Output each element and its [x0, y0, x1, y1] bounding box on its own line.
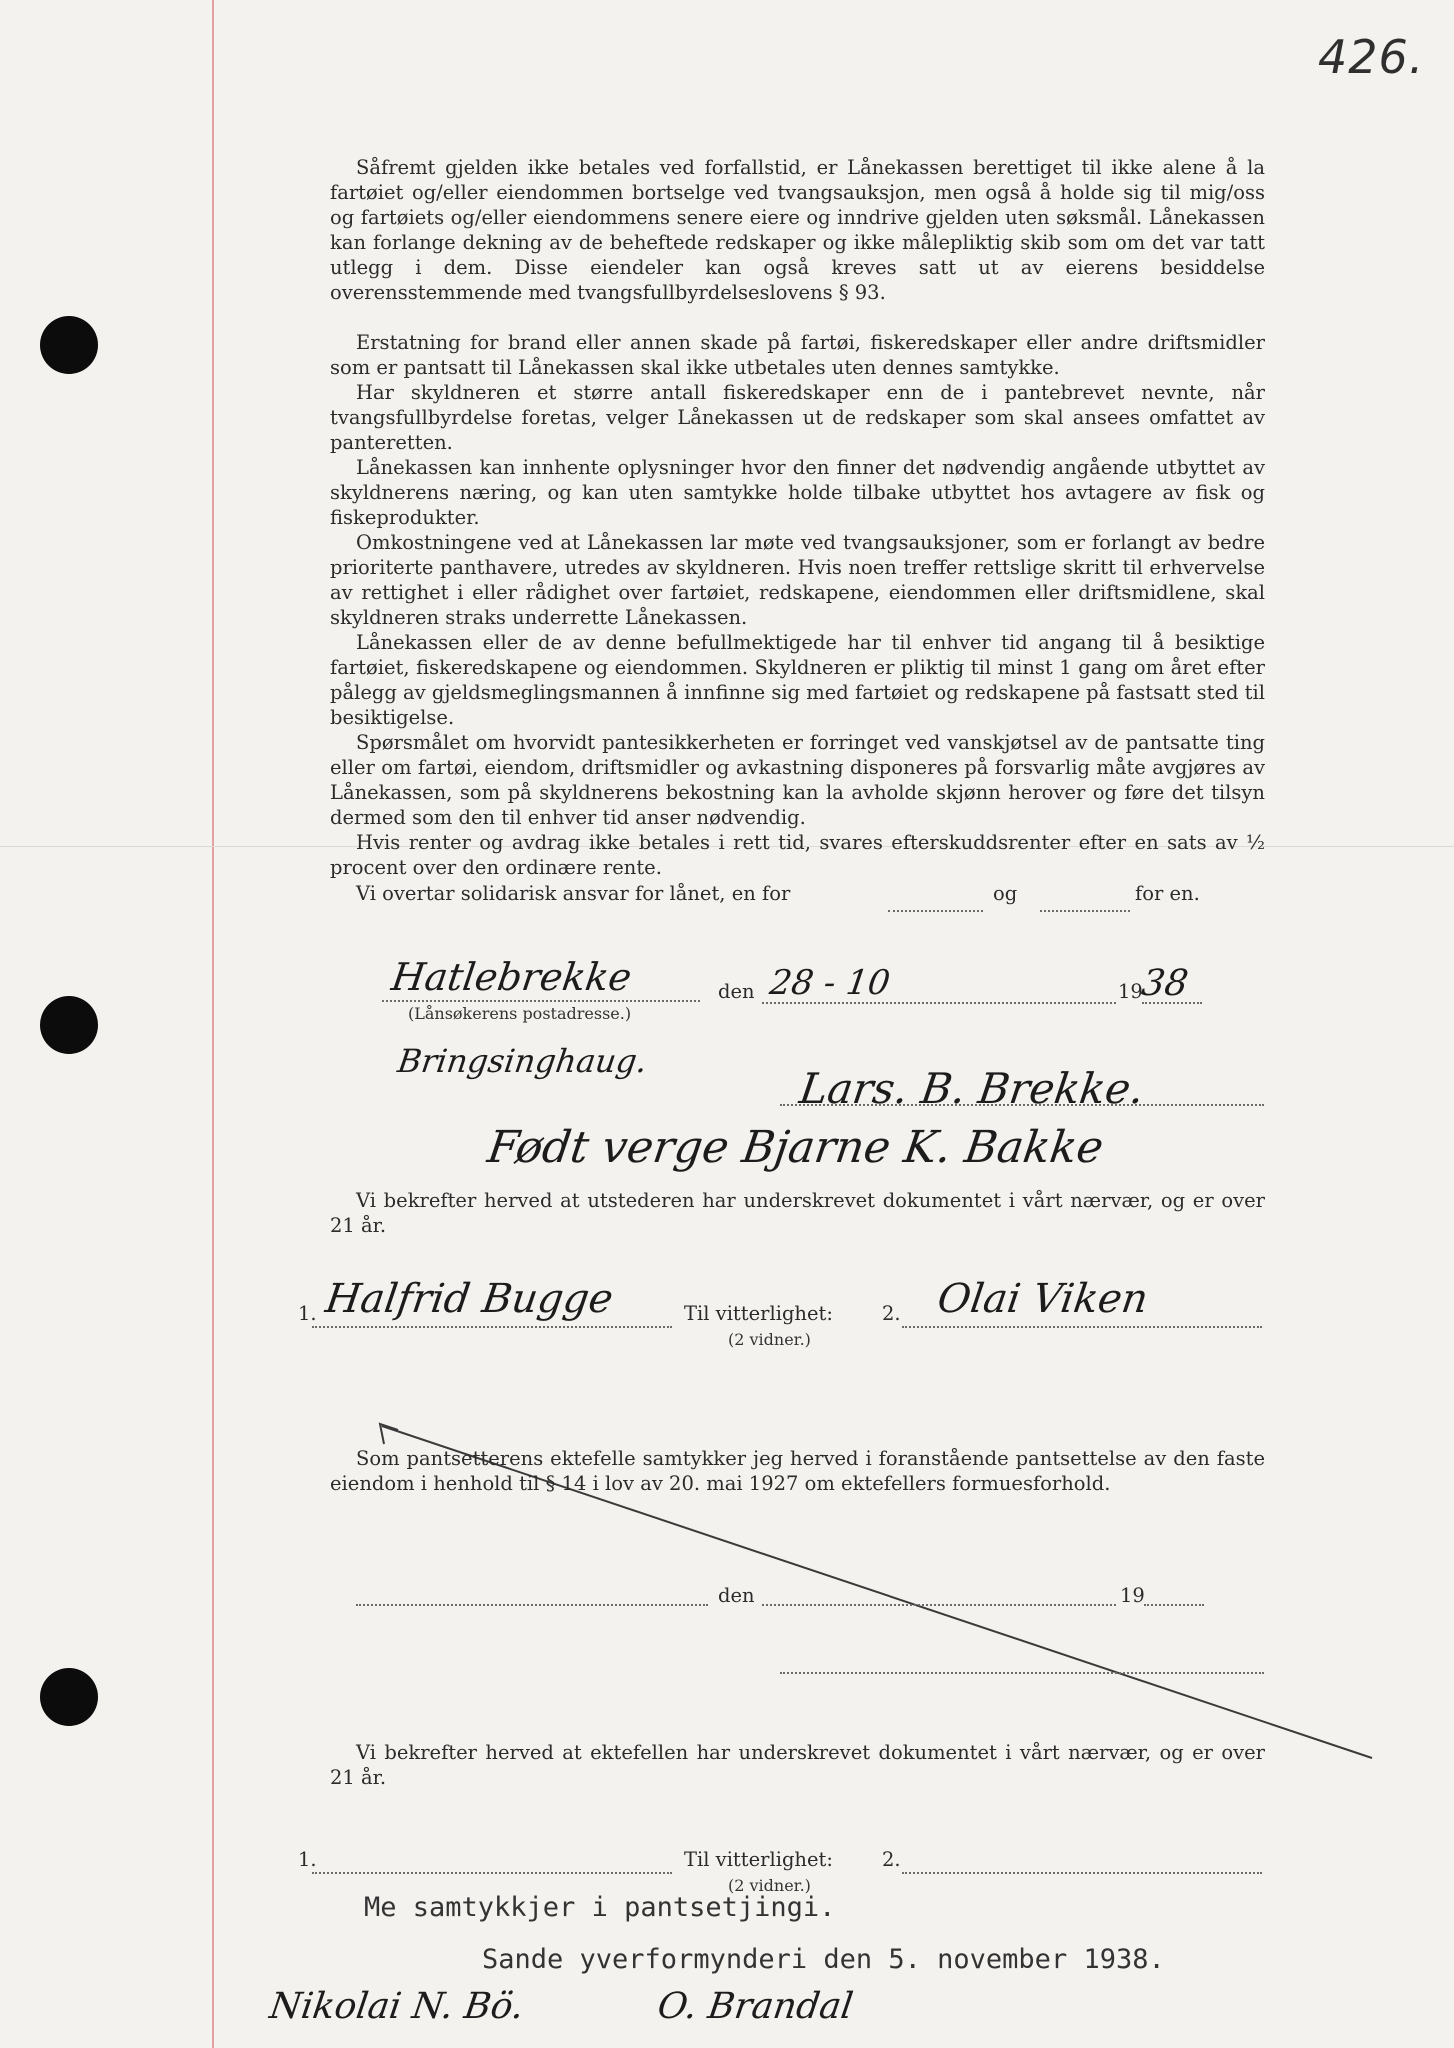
- solidarity-og: og: [993, 882, 1018, 905]
- consent-stamp: Me samtykkjer i pantsetjingi.: [364, 1892, 836, 1923]
- spouse-witness-statement: Vi bekrefter herved at ektefellen har underskrevet dokumentet i vårt nærvær, og er over 21 år.: [330, 1741, 1265, 1789]
- witness-statement: Vi bekrefter herved at utstederen har underskrevet dokumentet i vårt nærvær, og er over 21 år.: [330, 1189, 1265, 1237]
- handwritten-place: Hatlebrekke: [388, 955, 635, 999]
- paragraph-omkostninger: Omkostningene ved at Lånekassen lar møte ved tvangsauksjoner, som er forlangt av bedre prioriterte panthavere, utredes av skyldneren. Hvis noen treffer rettslige skritt til erhvervelse av rettighet i eller rådighet over fartøiet, redskapene, eiendommen eller driftsmidlene, skal skyldneren straks underrette Lånekassen.: [330, 531, 1265, 629]
- witness-number-2: 2.: [882, 1302, 901, 1325]
- signature-guardian: Født verge Bjarne K. Bakke: [484, 1122, 1107, 1173]
- handwritten-date: 28 - 10: [767, 963, 893, 1003]
- den-label: den: [718, 980, 755, 1003]
- witness-signature-2: Olai Viken: [934, 1276, 1151, 1322]
- handwritten-year: 38: [1139, 963, 1191, 1004]
- spouse-witness-line-1: [312, 1872, 672, 1874]
- handwritten-address: Bringsinghaug.: [395, 1042, 650, 1080]
- spouse-year: 19: [1120, 1584, 1145, 1607]
- paragraph-besiktigelse: Lånekassen eller de av denne befullmektigede har til enhver tid angang til å besiktige fartøiet, fiskeredskapene og eiendommen. Skyldneren er pliktig til minst 1 gang om året efter pålegg av gjeldsmeglingsmannen å innfinne sig med fartøiet og redskapene på fastsatt sted til besiktigelse.: [330, 631, 1265, 729]
- page-number: 426.: [1318, 30, 1425, 84]
- spouse-witness-number-1: 1.: [298, 1848, 317, 1871]
- solidarity-text: Vi overtar solidarisk ansvar for lånet, en for: [356, 882, 791, 905]
- witness-number-1: 1.: [298, 1302, 317, 1325]
- year-prefix: 19: [1118, 980, 1143, 1003]
- paragraph-pantesikkerhet: Spørsmålet om hvorvidt pantesikkerheten er forringet ved vanskjøtsel av de pantsatte ting eller om fartøi, eiendom, driftsmidler og avkastning disponeres på forsvarlig måte avgjøres av Lånekassen, som på skyldnerens bekostning kan la avholde skjønn herover og føre det tilsyn dermed som den til enhver tid anser nødvendig.: [330, 731, 1265, 829]
- signature-nikolai: Nikolai N. Bö.: [267, 1986, 527, 2027]
- paragraph-forfallstid: Såfremt gjelden ikke betales ved forfallstid, er Lånekassen berettiget til ikke alene å la fartøiet og/eller eiendommen bortselge ved tvangsauksjon, men også å holde sig til mig/oss og fartøiets og/eller eiendommens senere eiere og inndrive gjelden uten søksmål. Lånekassen kan forlange dekning av de beheftede redskaper og ikke målepliktig skib som om det var tatt utlegg i dem. Disse eiendeler kan også kreves satt ut av eierens besiddelse overensstemmende med tvangsfullbyrdelseslovens § 93.: [330, 156, 1265, 304]
- postadresse-caption: (Lånsøkerens postadresse.): [408, 1004, 632, 1023]
- signature-brandal: O. Brandal: [655, 1986, 856, 2027]
- paragraph-erstatning: Erstatning for brand eller annen skade på fartøi, fiskeredskaper eller andre driftsmidler som er pantsatt til Lånekassen skal ikke utbetales uten dennes samtykke.: [330, 331, 1265, 379]
- witness-label: Til vitterlighet:: [684, 1302, 833, 1325]
- spouse-den-label: den: [718, 1584, 755, 1607]
- witness-count-label: (2 vidner.): [728, 1330, 811, 1349]
- spouse-place-line: [356, 1604, 708, 1606]
- witness-signature-1: Halfrid Bugge: [322, 1276, 616, 1322]
- spouse-statement: Som pantsetterens ektefelle samtykker jeg herved i foranstående pantsettelse av den faste eiendom i henhold til § 14 i lov av 20. mai 1927 om ektefellers formuesforhold.: [330, 1447, 1265, 1495]
- paragraph-renter: Hvis renter og avdrag ikke betales i rett tid, svares efterskuddsrenter efter en sats av ½ procent over den ordinære rente.: [330, 831, 1265, 879]
- solidarity-end: for en.: [1135, 882, 1200, 905]
- spouse-witness-label: Til vitterlighet:: [684, 1848, 833, 1871]
- guardianship-stamp: Sande yverformynderi den 5. november 1938.: [482, 1944, 1165, 1975]
- spouse-signature-line: [780, 1672, 1264, 1674]
- paragraph-fiskeredskaper: Har skyldneren et større antall fiskeredskaper enn de i pantebrevet nevnte, når tvangsfullbyrdelse foretas, velger Lånekassen ut de redskaper som skal ansees omfattet av panteretten.: [330, 381, 1265, 454]
- signature-borrower: Lars. B. Brekke.: [796, 1064, 1148, 1113]
- spouse-date-line: [762, 1604, 1116, 1606]
- spouse-witness-number-2: 2.: [882, 1848, 901, 1871]
- spouse-witness-count-label: (2 vidner.): [728, 1876, 811, 1895]
- spouse-witness-line-2: [902, 1872, 1262, 1874]
- paragraph-oplysninger: Lånekassen kan innhente oplysninger hvor den finner det nødvendig angående utbyttet av skyldnerens næring, og kan uten samtykke holde tilbake utbyttet hos avtagere av fisk og fiskeprodukter.: [330, 456, 1265, 529]
- spouse-year-line: [1144, 1604, 1204, 1606]
